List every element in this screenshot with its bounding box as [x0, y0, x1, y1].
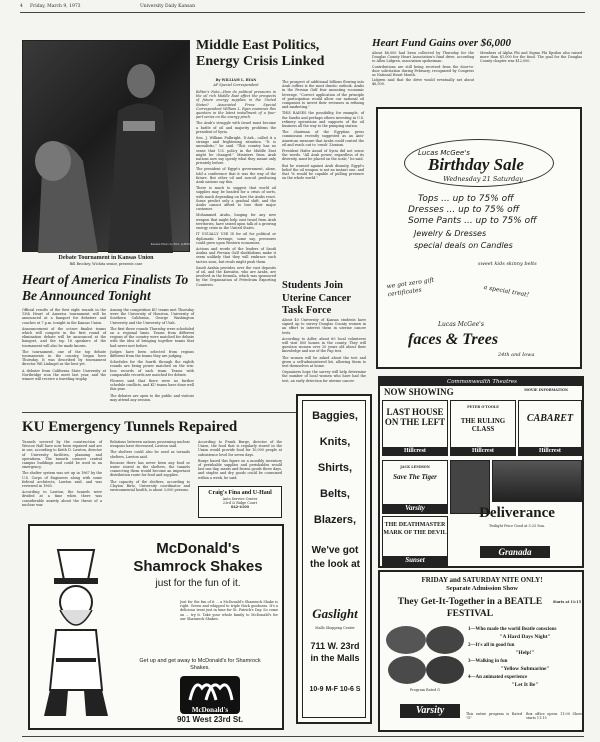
gaslight-ad	[296, 394, 372, 724]
gaslight-item-2: Knits,	[319, 436, 351, 448]
movie-2-actor: PETER O'TOOLE	[467, 405, 499, 409]
middle-east-p8: Actions and words of the leaders of Saudi Arabia and Persian Gulf sheikhdoms make it seem unlikely that they will embrace such tactics soon, but rivals might push them.	[196, 246, 276, 264]
middle-east-byline2: AP Special Correspondent	[213, 83, 259, 87]
middle-east-headline: Middle East Politics, Energy Crisis Linked	[196, 38, 325, 69]
movie-6-photo	[492, 460, 582, 502]
mcd-title: McDonald's Shamrock Shakes	[133, 540, 263, 575]
birthday-footer-name: faces & Trees	[408, 331, 499, 348]
birthday-jewelry: Jewelry & Dresses	[414, 229, 487, 238]
beatle-item-8: "Let It Be"	[511, 682, 539, 688]
birthday-store: Lucas McGee's	[418, 149, 470, 157]
craigs-ad	[198, 486, 282, 518]
photo-credit: Kansan Photo by BILL JAMES	[150, 243, 190, 246]
heart-fund-headline: Heart Fund Gains over $6,000	[372, 37, 512, 49]
middle-east-col1	[196, 90, 276, 408]
tunnels-p1: Tunnels severed by the construction of Wescoe Hall have now been repaired and are in use, according to Keith D. Lawton, director of University facilities, planning and operations. The tunnels connect central campus buildings and could be used in an emergency.	[22, 440, 102, 470]
middle-east-p11: THIS RAISES the possibility, for example, of the Saudis and perhaps others investing in U.S. refinery operations and supports of the oil business all the way to the pumping station.	[282, 111, 364, 129]
uterine-p3: The women will be asked about the test and given a self-administered kit, allowing them to test themselves at home.	[282, 355, 366, 369]
gaslight-item-3: Shirts,	[317, 462, 353, 474]
heart-fund-col1	[372, 51, 474, 103]
beatle-item-6: "Yellow Submarine"	[500, 666, 550, 672]
mcd-body: Just for the fun of it ... a McDonald's Shamrock Shake is right. Green and whipped to triple thick goodness. It's a delicious treat just in time for St. Patrick's Day. So come on ... try it. Take your whole family to McDonald's for our Shamrock Shakes.	[180, 600, 278, 621]
birthday-title: Birthday Sale	[428, 155, 524, 174]
craigs-line1: Auto Service Center	[222, 497, 258, 501]
movie-5-title: THE DEATHMASTER	[384, 522, 446, 528]
heart-finalists-p4: A debater from California State University at Northridge won the meet last year, and the winner will receive a traveling trophy.	[22, 368, 106, 382]
heart-finalists-headline: Heart of America Finalists To Be Announced Tonight	[22, 272, 189, 303]
craigs-name: Craig's Fina and U-Haul	[208, 490, 272, 496]
middle-east-p14: But he warned against Arab disunity, Egypt's belief the oil weapon is not an instant one, and that "it would be capable of pulling pressure on the whole world."	[282, 163, 364, 181]
movie-3-venue: Hillcrest	[519, 447, 581, 455]
heart-finalists-p7: Judges have been selected from regions different from the teams they are judging.	[110, 349, 194, 359]
beatle-item-2: "A Hard Days Night"	[499, 634, 551, 640]
photo-caption: Debate Tournament in Kansas Union	[58, 255, 154, 261]
beatle-rating: Program Rated G	[409, 688, 441, 692]
movie-2-venue: Hillcrest	[451, 447, 515, 455]
movie-4	[382, 460, 448, 514]
birthday-pants: Some Pants ... up to 75% off	[408, 216, 537, 226]
golden-arches-icon	[180, 676, 240, 702]
beatle-photo-3	[388, 656, 426, 684]
beatle-line1: FRIDAY and SATURDAY NITE ONLY!	[421, 576, 543, 584]
issue-date: Friday, March 9, 1973	[30, 4, 81, 9]
movie-4-venue: Varsity	[383, 504, 447, 513]
tunnels-p8: According to Frank Burge, director of the Union, the food that is regularly stored in the Union would provide food for 10,000 people at subsistence level for seven days.	[198, 440, 282, 457]
middle-east-p13: President Hafez Assad of Syria did not sense the words. "All Arab power, regardless of its diversity, must be placed on the scale," he said.	[282, 149, 364, 162]
beatle-starts: Starts at 11:15	[552, 600, 582, 604]
birthday-footer-addr: 24th and Iowa	[498, 352, 535, 358]
gaslight-hours: 10-9 M-F 10-6 S	[309, 686, 361, 693]
movie-1-venue: Hillcrest	[383, 447, 447, 455]
middle-east-p5: There is much to suggest that world oil supplies may be headed for a crisis of sorts, with much depending on how the Arabs react. Some predict only a gradual shift, and the Arabs cannot afford to lose their major customer.	[196, 186, 276, 212]
uterine-p4: Organizers hope the survey will help determine the number of local women who have had the test, an early detection for uterine cancer.	[282, 370, 366, 383]
beatle-item-7: 4—An animated experience	[468, 675, 528, 680]
mcd-sub: Get up and get away to McDonald's for Shamrock Shakes.	[139, 658, 261, 671]
birthday-candles: special deals on Candles	[414, 241, 513, 250]
movie-info-label: MOVIE INFORMATION	[524, 388, 568, 392]
heart-finalists-p2: Announcement of the octave finalist teams which will compete in the first round of elimination debate will be announced at the banquet, and the top 16 speakers of the tournament will also be made known.	[22, 326, 106, 348]
tunnels-col1	[22, 440, 102, 522]
beatle-item-1: 1—Who made the world Beatle conscious	[468, 627, 557, 632]
middle-east-p6: Mohammed Arabs, longing for any new weapon that might help oust Israel from Arab territories, have seized upon talk of a growing energy crisis in the United States.	[196, 213, 276, 231]
craigs-line2: 23rd & Ridge Court	[222, 501, 258, 506]
beatle-title: They Get-It-Together in a BEATLE FESTIVAL	[397, 597, 543, 619]
middle-east-byline: By WILLIAM L. RYAN	[215, 78, 257, 82]
heart-fund-p4: Members of Alpha Phi and Sigma Phi Epsilon also raised more than $1,000 for the fund. The goal for the Douglas County chapter was $12,000.	[480, 51, 582, 64]
beatle-list	[468, 626, 582, 706]
heart-finalists-p5: Among the competition KU teams met Thursday were the University of Houston, University of Southern California, George Washington University and the University of Utah.	[110, 308, 194, 325]
mcd-logo-text: McDonald's	[191, 706, 229, 714]
paper-name: University Daily Kansan	[140, 4, 195, 9]
mcdonalds-ad	[28, 524, 284, 730]
birthday-dresses: Dresses ... up to 75% off	[408, 205, 520, 215]
heart-finalists-col2	[110, 308, 194, 408]
debate-photo	[22, 40, 190, 252]
middle-east-p4: The president of Egypt's government, alone, told a conference that it was the way of the future. But other oil and non-oil producing Arab nations say this.	[196, 167, 276, 185]
beatle-item-3: 2—It's all in good fun	[468, 643, 515, 648]
birthday-dates: Wednesday 21 Saturday	[443, 175, 523, 183]
tunnels-p2: The shelter system was set up in 1967 by the U.S. Corps of Engineers along with some federal architects, Lawton said, and was reviewed in 1965.	[22, 471, 102, 489]
page-number: 4	[20, 4, 23, 9]
movie-6-note: Twilight Price Good at 5:25 Sun.	[488, 524, 546, 528]
gaslight-tagline: We've got the look at	[309, 545, 360, 570]
uterine-p2: According to Adler, about 60 local volunteers will visit 800 homes in the county. They will question women over 20 years old about their knowledge and use of the Pap test.	[282, 336, 366, 354]
uterine-body	[282, 318, 366, 383]
heart-fund-p2: Contributions are still being received from the door-to-door solicitation during February, recognized by Congress as National Heart Month.	[372, 64, 474, 78]
heart-fund-p3: Lidgren said that the drive would eventually net about $6,500.	[372, 78, 474, 87]
mcd-tagline: just for the fun of it.	[155, 578, 241, 589]
middle-east-p2: The Arab's struggle with Israel must become a battle of oil and majority problems the president of Syria.	[196, 121, 276, 134]
gaslight-sub: Malls Shopping Center	[315, 626, 355, 630]
movie-5	[382, 516, 448, 566]
beatle-box: Box office opens 11:00 Show starts 11:15	[526, 712, 582, 721]
craigs-line3: 842-4100	[231, 505, 249, 510]
gaslight-item-1: Baggies,	[312, 410, 358, 422]
movie-1-title: LAST HOUSE ON THE LEFT	[384, 407, 446, 427]
middle-east-p7: IT USUALLY USE IS for oil for political or diplomatic leverage, some say, pressures could grow upon Western economies.	[196, 232, 276, 245]
movie-3-title: CABARET	[526, 413, 574, 424]
tunnels-p3: According to Lawton, the tunnels were divided at a time when there was considerable anxiety about the threat of a nuclear war.	[22, 490, 102, 507]
uterine-p1: About 40 University of Kansas students have signed up to survey Douglas County women in an effort to interest them in uterine cancer tests.	[282, 318, 366, 335]
birthday-footer-store: Lucas McGee's	[438, 321, 484, 328]
uterine-headline: Students Join Uterine Cancer Task Force	[282, 280, 351, 316]
middle-east-p12: The chairman of the Egyptian press commission recently suggested as an Anti-American measure that Arabs could control the oil and reach out to 'crush' Zionism.	[282, 130, 364, 147]
photo-subcaption: Bill Brockey, Wichita senior, presents case	[69, 262, 143, 266]
heart-finalists-p10: The debates are open to the public and visitors may attend any session.	[110, 393, 194, 402]
leprechaun-illustration	[36, 540, 116, 720]
birthday-sale-ad	[376, 107, 582, 369]
gaslight-item-4: Belts,	[320, 488, 350, 500]
birthday-tops: Tops ... up to 75% off	[418, 194, 514, 204]
middle-east-col2	[282, 80, 364, 270]
heart-finalists-col1	[22, 308, 106, 408]
movie-5-subtitle: MARK OF THE DEVIL	[383, 530, 447, 536]
heart-finalists-p6: The first three rounds Thursday were scheduled on a regional basis. Teams from different regions of the country were matched for debate with the idea of bringing together teams that had never met before.	[110, 326, 194, 348]
tunnels-col3	[198, 440, 282, 484]
tunnels-headline: KU Emergency Tunnels Repaired	[22, 419, 238, 435]
heart-fund-p1: About $6,000 had been collected by Thursday for the Douglas County Heart Association's fund drive, according to Allen Lidgren, association spokesman.	[372, 51, 474, 64]
gaslight-item-5: Blazers,	[313, 514, 357, 526]
beatle-note: This entire program is Rated "G"	[466, 712, 522, 721]
movie-4-title: Save The Tiger	[393, 473, 437, 482]
movie-1	[382, 400, 448, 456]
gaslight-store: Gaslight	[312, 606, 358, 621]
movie-6-venue: Granada	[480, 546, 550, 558]
beatle-photo-4	[426, 656, 464, 684]
beatle-item-5: 3—Walking in fun	[468, 659, 508, 664]
theatre-header: Commonwealth Theatres	[380, 378, 584, 386]
beatle-photo-2	[426, 626, 464, 654]
heart-finalists-p3: The tournament, one of the top debate tournaments in the country, began here Thursday. It was described by tournament director Wil Linkugel as the best yet.	[22, 349, 106, 367]
birthday-sweet: sweet kids skinny belts	[478, 261, 537, 267]
theatre-ad	[378, 376, 584, 568]
middle-east-p9: Saudi Arabia provides over the vast deposits of oil, and the Kuwaitis, who are Arabs, are involved in the formula, which was sponsored by the Organization of Petroleum Exporting Countries.	[196, 265, 276, 287]
tunnels-col2	[110, 440, 190, 522]
tunnels-p7: The capacity of the shelters, according to Clayton Birtz, University coordinator and environmental health, is about 3,000 persons.	[110, 479, 190, 493]
heart-finalists-p1: Official results of the first eight rounds in the 13th Heart of America tournament will be announced at a banquet for debaters and coaches at 7 p.m. tonight in the Kansas Union.	[22, 308, 106, 325]
gaslight-address: 711 W. 23rd in the Malls	[310, 641, 360, 663]
mcd-arches-logo	[180, 676, 240, 714]
beatle-festival-ad	[378, 570, 584, 732]
heart-finalists-p9: Flowers said that there were no further schedule conflicts, and KU teams have done well this year.	[110, 379, 194, 392]
birthday-note1: we got zero gift certificates	[386, 276, 435, 299]
movie-4-actor: JACK LEMMON	[400, 465, 430, 469]
beatle-venue: Varsity	[400, 704, 460, 718]
movie-5-venue: Sunset	[383, 556, 447, 565]
movie-3	[518, 400, 582, 456]
movie-2	[450, 400, 516, 456]
movie-2-title: THE RULING CLASS	[460, 417, 506, 434]
mcd-address: 901 West 23rd St.	[176, 715, 244, 724]
beatle-line2: Separate Admission Show	[446, 585, 518, 592]
speaker-illustration	[23, 41, 191, 253]
heart-finalists-p8: Schedules for the fourth through the eighth rounds are being power matched on the win-loss records of each team. Teams with comparable records are matched for debate.	[110, 360, 194, 377]
beatle-photo-1	[386, 626, 426, 654]
middle-east-p3: Sen. J. William Fulbright, D-Ark., called it a strange and frightening situation. "It is unrealistic," he said. "This country has no sense that U.S. policy in the Middle East might be changed." Ministers from Arab nations now say openly what they meant only privately before.	[196, 136, 276, 166]
birthday-note2: a special treat!	[483, 283, 530, 299]
now-showing: NOW SHOWING	[384, 387, 454, 397]
tunnels-p4: Relations between nations possessing nuclear weapons have decreased, Lawton said.	[110, 440, 190, 449]
beatle-item-4: "Help!"	[515, 650, 535, 656]
tunnels-p5: The shelters could also be used as tornado shelters, Lawton said.	[110, 450, 190, 459]
middle-east-p1: Editor's Note—How do political pressures in the oil rich Middle East affect the prospects of future energy supplies in the United States? Associated Press Special Correspondent William L. Ryan examines this question in the latest installment of a four-part series on the energy pinch.	[196, 90, 276, 120]
tunnels-p6: Because there has never been any food or water stored in the shelters, the tunnels connecting them would become an important distribution route for food and supplies.	[110, 460, 190, 478]
movie-6-title: Deliverance	[479, 505, 555, 521]
heart-fund-col2	[480, 51, 582, 103]
tunnels-p9: Burge based this figure on a monthly inventory of perishable supplies and perishables would last one day, meats and frozen goods three days, and staples and dry goods could be consumed within a week, he said.	[198, 458, 282, 480]
middle-east-p10: The prospect of additional billions flowing into Arab coffers is the most drastic outlook. Arabs in the Persian Gulf fear mounting economic leverage. "Correct application of the principle of participation would allow our national oil companies to invest their revenues in refining and marketing."	[282, 80, 364, 110]
